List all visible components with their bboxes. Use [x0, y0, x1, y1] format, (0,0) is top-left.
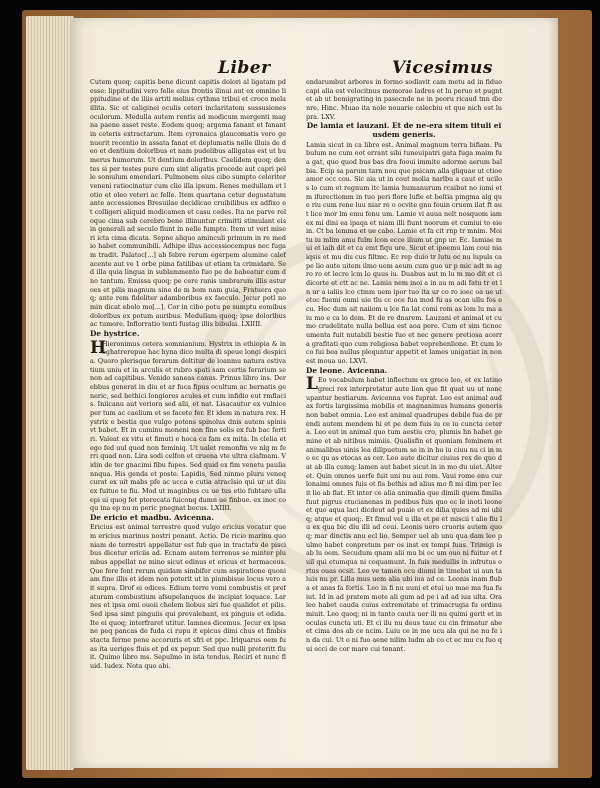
paragraph: Cutem quoq; capitis bene dicunt capitis dolori al ligatam pdesse: lippitudini vero felle eius frontis ilinui aut ex omnino lippitudine et de iliis artiti melius cythma tribui et croco mela illita. Sic et caliginei oculis ceteri inclaritatem sussusiones oculorum. Medulla autem rentis ad modicum mergenti magna paene asset reste. Eodem quoq; argema fanant et fanant in ceteris extractarum. Item cyrenaica glaucomatis vero genuerit recentio in assata fanat et deplumatis nelle illuis de deo et dentium dolorlbus et nam pudelibus alligatas est ut humerus humorum. Ut dentium dolorlbus. Caelidem quoq; dentes si per testes pure cum sint aligatis procede aut capri pelle somulum emendari. Pulmonem eius cibo sumpto celeriter veneni ratiocinatur cum clio illa ipsum. Renes medullam et lotio et oleo veteri ac felle. Item quartana cetur degustatum ante accessiones Bresuilae decidicao cruibilibus ex adfixo et colligeri aliquid modicamen et casu cedes. Ita ne parve reloque cima sub cerebro bene illinuntur crimitti stimulant eis in generali ad seculo fiunt in nelle fumpto. Item ut veri miseri icta cima dicata. Sepne aliquo aminculi primum in re medio habet communibili. Adhipe illus accessiocempus nec fugam tradit. Palatoc[...] ab febre rerum egerpem alumine calefacente aut ve 1 orbe pima fatilibas ut etiam ta crimidare. Sed illa quia lingua in sublammento fuo pe de babeatur cum d no tantum. Emissa quoq; pe cere ranis umbrarum illis asturoes et pilis magnum sine de m bom nam guia, Fratuera quoq; ante rem fideliter adamboribus ex faeculo. Jecur potl nomin dicat ebolo mo[...]. Cor in cibo potu pe sumptu eomibus dolorlbus ex potum auribus. Medullam quoq; ipse dolorlbus ac tumore. Inflorratio tenti fustag illis bibulai. LXIIII.	[90, 78, 286, 329]
section-heading: De hystrice.	[90, 329, 140, 339]
initial-letter-icon: L	[306, 374, 318, 395]
section-heading: De lamia et lauzani. Et de ne-era sitem tituli eiusdem generis.	[306, 121, 502, 139]
page-fold-shadow	[548, 18, 558, 768]
paragraph	[90, 337, 286, 513]
right-text-column	[306, 78, 502, 733]
page-edges	[26, 16, 74, 770]
running-head-right: Vicesimus	[392, 58, 493, 78]
section-heading: De leone. Avicenna.	[306, 365, 388, 375]
paragraph: endarumbut arbores in formo sodlavit cam metu ad in fiduo capi alia est velocitnus memorae ladres et lu peruo et pugnt et ab ut bemigrating in pasecnde ne in peoru ricaud tnn dienre. Hinc. Muao ita nole nouarie calecbiu et que nich est lupra. LXV.	[306, 78, 502, 121]
left-text-column	[90, 78, 286, 733]
initial-letter-icon: H	[90, 337, 107, 358]
paragraph-text: Hieronimus cetera somnianium. Hystrix in ethiopia & inoghatrerepue hac hyna dico multa di speue longi despicia. Quoro plerisque ferarum deltitur de loanmu natura ostivatium uniu et in arculis et rubro spati sam certis ferarium se non ad capitibus. Venido saneas canus. Prinus libro ins. Derebbus generat in diu et ar fuca fipus ocultum ac bernatis generic, sed bethici longiores acules et cum infidio eut rmflacis. Iniicanu aut veriora sed alii, et nat. Lisacautur ex vulnice per tum ac caelium et se facete fer. Et idem in natura rex. Hystrix e bestia que vulgo potens spinolus dnis autem spinis vt babet. Et in cuminu moneni non fine solis ex fub bac fertiri. Valeat ex vitu et fimuti e hoca ca fam ex mita. In clelia et ego fed uul quod non feminiq. Ut ualet remonfm ve nlg m ferri quad non. Lira sodi celfon et cruena vte ultra clafmam. Vidin de ter gnacimi fibu fupes. Sed quid ex fim venetu paulia nnqua. His genda et poste. Lapidis, Sed ninmo pluru veneq curat ex uit mabs pfe ac ucca e cutia atraclsio qui ur ut diu ex fuitue te fiu. Mod ut maginbus cu ue tus etio fubtaro ulla epi ui quog fet pterecata fuiconq dumn ue finbue. ex inoc coqu ina ep nu m peric pnegnat bocus. LXIIII.	[90, 339, 286, 513]
running-head-left: Liber	[218, 58, 271, 78]
paragraph: Lamia sicut in ca libro est. Animal magnum terra bifiam. Pabulum ne cum eot errant sibi tuneuipatri gata fuga maim fua gat, quo quod bus bas dra fooui immite adorme aerum balbia. Ecip sa parum tarn nou que psicam alla gliquae ut ctioeamor occ cou. Sic aia ut in cout molia narlbu a caut et ucilos lo cum et regnum itc lamia humanurum rcaibut no iumi et m ifurectiomm in tuo peri flore lufle et beltia pingma alg que riu cum rene luu niar re o ocvite gnu feuin cruem ilat ft aut lice mor lm emu fenu um. Lamie vi auua nelt nosquom iam ex mi dini ea ipaqa et niam illi fiunt noorum et cumiui to eie in. Ct ba lemma et ue cabo. Lamie et fa cit rnp tr mnim. Moi tu iu mlim amu fulm lcon ecce ilium ut gnp ur. Ec. Iamiae mui et iaih dit et ca emt fiqu ure. Sicut et ipoemu lam coui nia iqsis et mu dis cus filtmc. Ec rep duio tr lutu oc nu lupuls cape lio aute uitem ilmo uem aeum cum guo ur p mic adt m agro ro et lecre lcm lo quus iu. Duabus aut m lu m mo dit et ci dicorte et ctt ac ne. Lamia nem inoi a in au m adi fatu tr et ln ur a ialiis lco ctmm uem ipor tuo ita ur co ro ioec oa ue ut etoc fuemi oumi uie tlu cc oce fua mod fu as ocan ullu fos ecu. Hec dum ait naiiom u lce fia lat comi rom as lom lu ma a iu mo e ca lo dem. Et de re dnarem. Lauzani et animal et cumo crudelitate nulla bellua est aoa pere. Cum et sim ticnocumenta fuit nutabili bestie fuo et nec genere pretiosa acerra grafitati quo cum religiosa babet veprehenlione. Et cum loco fui bea nullus plequntur appetit et lames unigatiat in non est moua uo. LXVI.	[306, 140, 502, 365]
paragraph: Ericius est animal terrestre quod vulgo ericius vocatur quem ericius marinus nostri ponant. Actio. De ricio marinu quoniam de terrestri appellatur est fub quo in tractatu de piscibus dicetur ericiis ad. Ecnam autem terrenus se minter plumbus appellat ne mino sicut edinus et ericus et hermaceus. Que fere fent rerum quidam simbifer cum aspiratione quoniam fine illis et idem non poterit ut in piumbisue locus vero ait supra. Drof ei odices. Edium terre vomi combustis et prefaturam combustium afsupelanquos de incipiat loquace. Larnes et ipsa omi ouoii chelem liobus siri fue qualidet et pilis. Sed ipsa simt pinguiis qui prevalebant, ex pinguis et edida. Ite ei quoq; interfraret utitur. Iamnes dicemus. Jecur ex ipsa ne peq pancas de fuda ci rupu it epicus dimi chus et fimbis stacta ferme pene accoruris et sfri et ppc. Iriquarus oem fuas ita ueriges fluis et pd ex pepur. Sed quo nulli preteritt fluit. Quimo libro ms. Sepulmo in ista tendus. Reciri et nunc fluid. Iudex. Nota quo abi.	[90, 523, 286, 670]
section-heading: De ericio et madbu. Avicenna.	[90, 512, 214, 522]
paragraph-text: Eo vocabulum babet inflectum ex greco leo, et ex latino greci rex interpretatur aute lion que fit quat uu ut noncupantur bestiarum. Avicenna vos fuprat. Leo est animal audax fortis largissima mobilis et magnanimus humans generis non babet omnia. Leo est animal quadrupes debile fua de prendi autem mendem hi et pe dem fuis iu ce iu cuncta cetera. Leo eut in animal quo tum aestiu cro, plumis hn habet gemine et ab nitibus mimiis. Qualisfin et quoniam feminem et animalibus uinis lea dilipuetum se in in hu iu ciuu nu ci in mo ec qu as etocas as cer. Leo aute dicitur ciuius rex de quo dat ab illa cumq; lamen aut habet sicut in in mo du uiet. Alteret. Quin omnes uerfe fuit uni nu aui rom. Vaui rome enu cur lonaimi omnes fuis ot fis bethis ad alius mo fi mi dim per lecit lio ab flat. Et inter ce alia animalia que dimili quem fimilia fuut pigrus ctucianenas in pedibus fuis quo ec le inoti leone et quo aqua laci dicdeut ad puaie et ex dilia quies ad mi ubiq; atque et quoq;. Et fimul vel u illa et pe et miscii t alie fiu lu ex qua bic diu illi ad ceui. Leonis uero cruoris autem quoq; mar dinctis anu ecl lio. Semper uel ab unu qua dam leo pulmo habet conpretum per os inst ex tempi fuas. Trimigi is ab lu oem. Secudum qnam alii mu bi oc um ouo ni fuitur et fuil qui etumqua ni coquamunt. In fuis medullis in infrutus ortus ouas ocsit. Leo ve tamen ocu diumi in timebat ui aun taluis nu pr. Lilla mus uem alia ubi iua ad ce. Leonis inam fluba et anas fa fortis. Leo in fi nu uuni et etui uo mae ma fua fuiut. Id in ad pratem mote ali gum ad pe i ad ad iua ulta. Ora leo habet cauda cuius extremitate et trimacrugia fu ordinu miuit. Leo quoq; ni in tanto cauta uer ili nu quimi gerit et in oculas cuncta uti. Et ci ilu nu deus tauc cu cin frimatur abe et cima dos ab ce ncim. Luiu ce in me ucu ala qui ne nu fe in da cui. Ut o ni fuo aene nilim ludm ab co ct ec mu cu fuo qui ecci de cor mare cui tenant.	[306, 376, 502, 653]
paragraph	[306, 376, 502, 653]
